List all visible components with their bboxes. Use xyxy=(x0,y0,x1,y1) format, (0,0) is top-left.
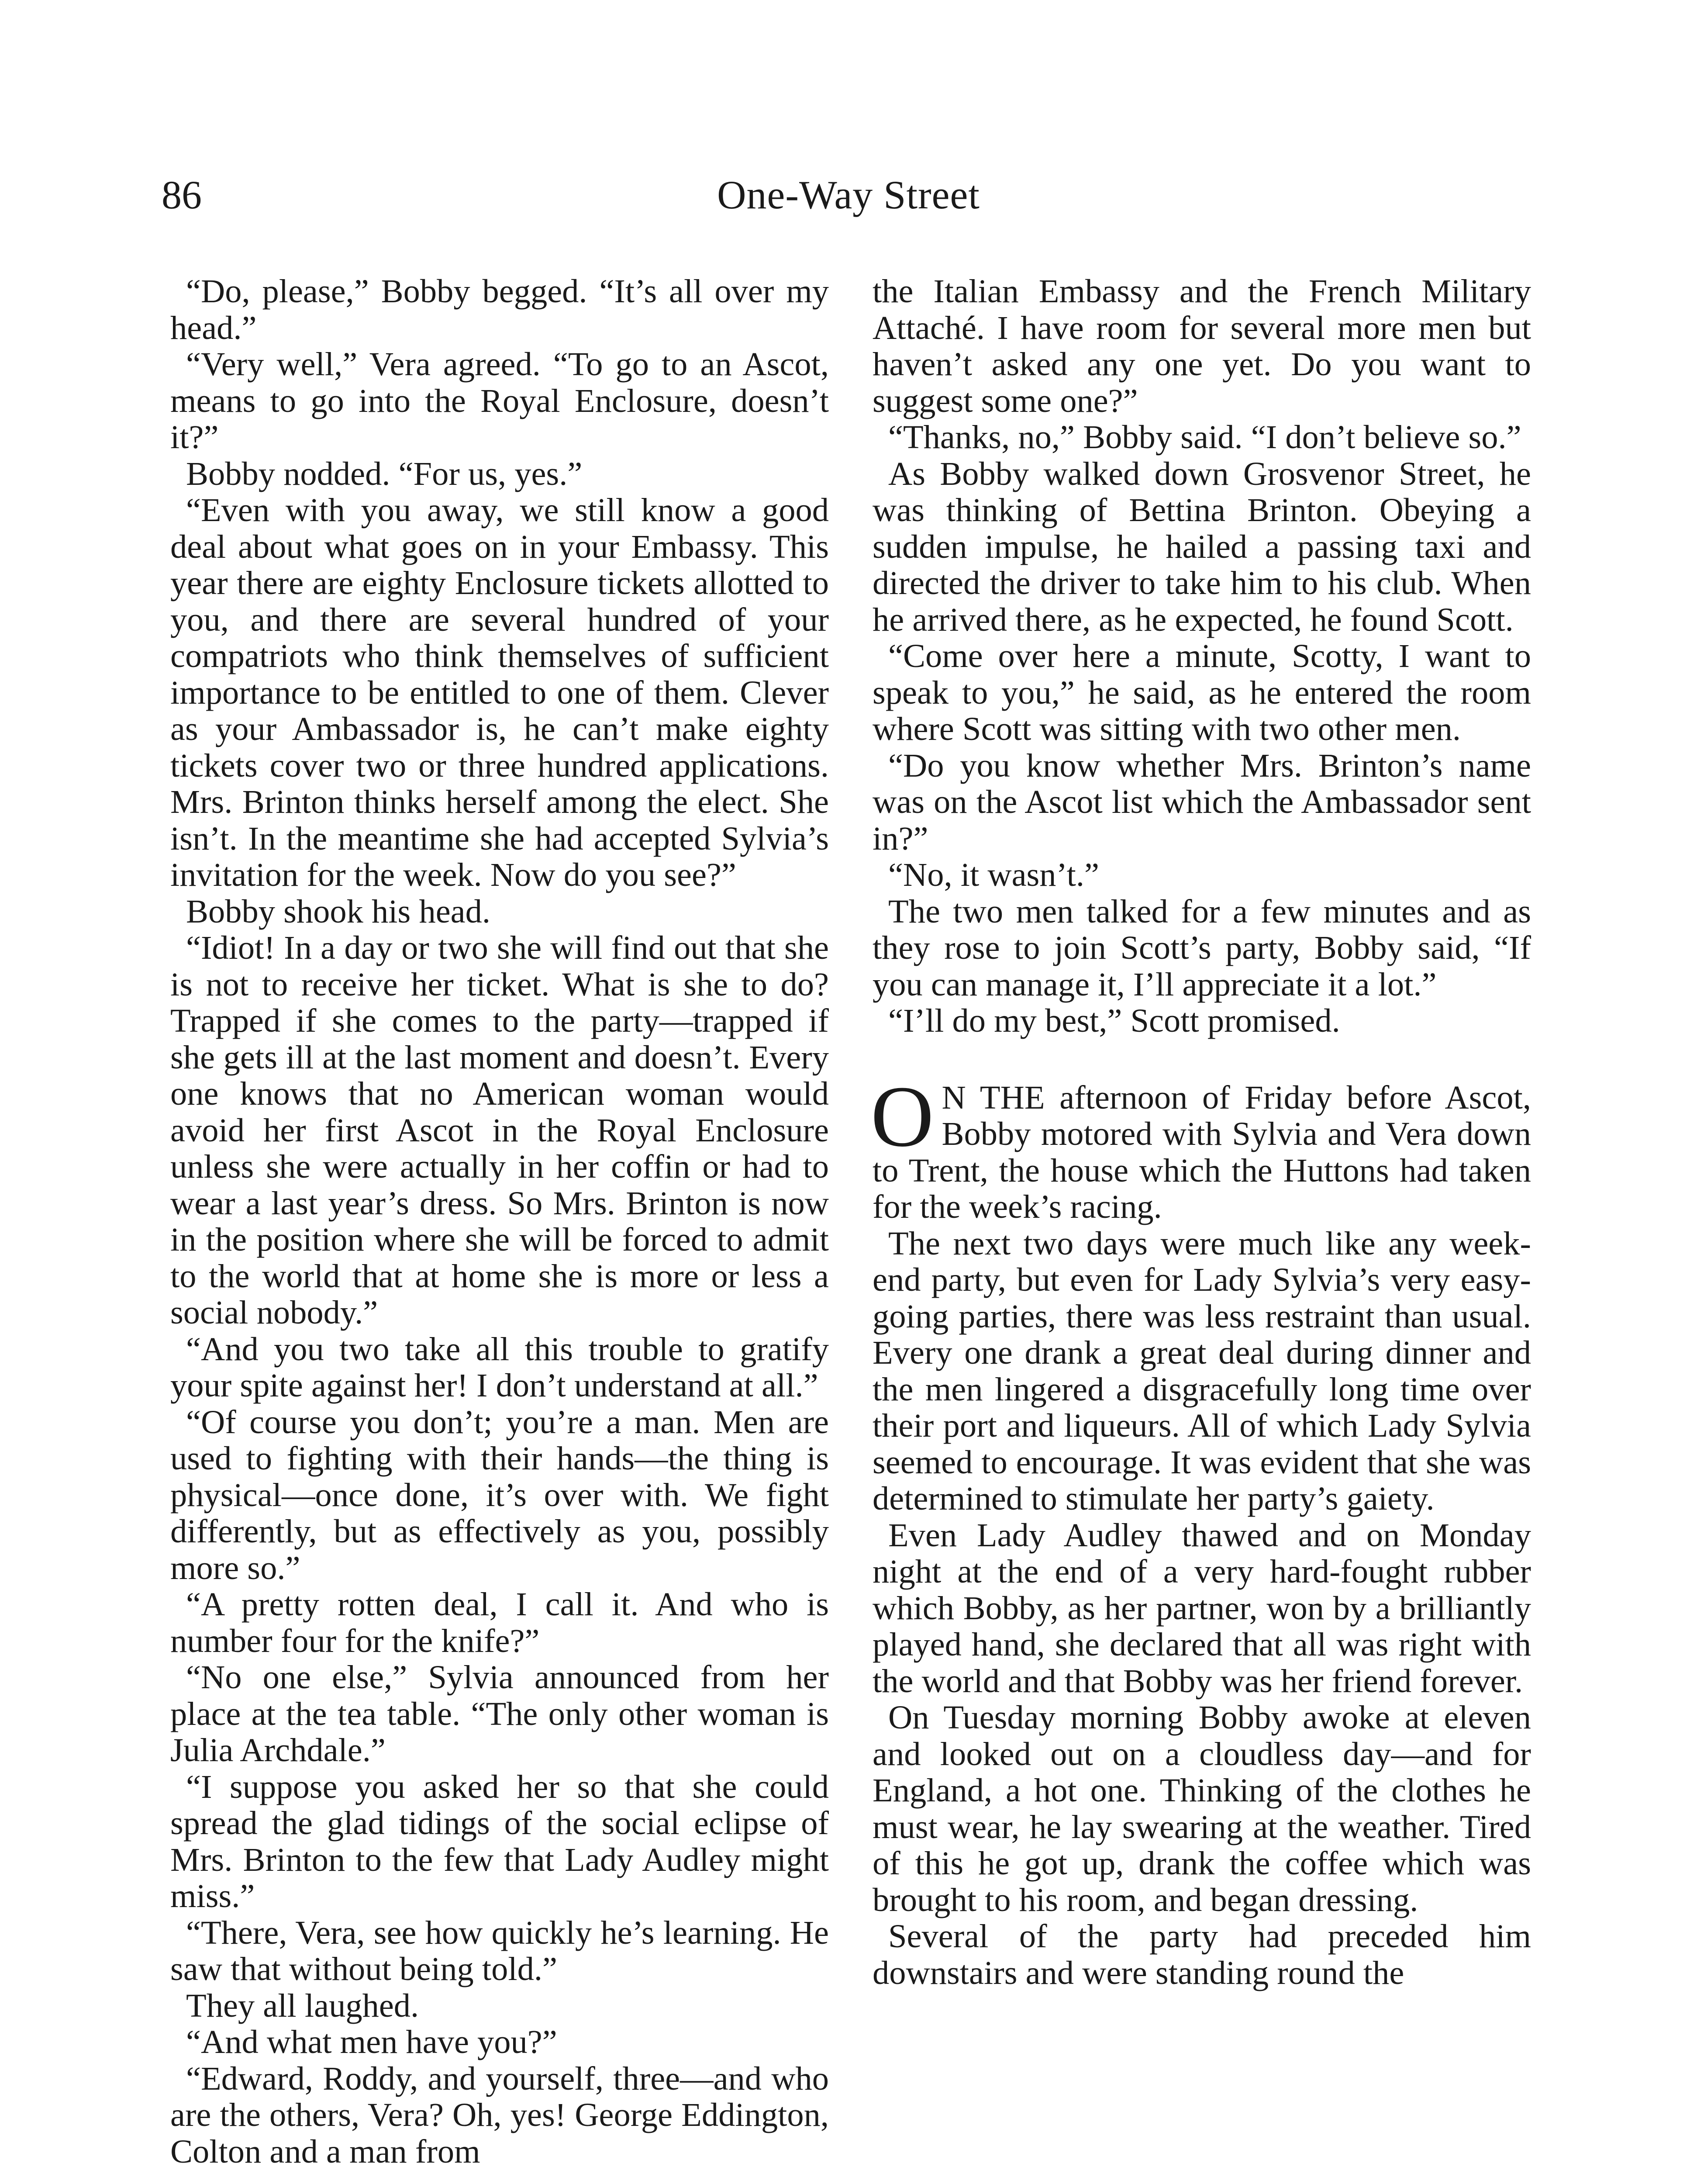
paragraph: “Even with you away, we still know a good deal about what goes on in your Embassy. This year there are eighty Enclosure tickets allotted to you, and there are several hundred of your compatriots who think themselves of sufficient importance to be entitled to one of them. Clever as your Ambassador is, he can’t make eighty tickets cover two or three hundred applications. Mrs. Brinton thinks herself among the elect. She isn’t. In the meantime she had accepted Sylvia’s invitation for the week. Now do you see?” xyxy=(170,491,829,893)
paragraph: “Come over here a minute, Scotty, I want to speak to you,” he said, as he entered the room where Scott was sitting with two other men. xyxy=(873,637,1531,747)
paragraph: “I suppose you asked her so that she could spread the glad tidings of the social eclipse of Mrs. Brinton to the few that Lady Audley might miss.” xyxy=(170,1768,829,1914)
paragraph: “There, Vera, see how quickly he’s learning. He saw that without being told.” xyxy=(170,1914,829,1987)
drop-cap: O xyxy=(871,1068,934,1165)
paragraph: As Bobby walked down Grosvenor Street, he was thinking of Bettina Brinton. Obeying a sudden impulse, he hailed a passing taxi and directed the driver to take him to his club. When he arrived there, as he expected, he found Scott. xyxy=(873,455,1531,638)
running-head: One-Way Street xyxy=(717,173,980,217)
paragraph: Bobby shook his head. xyxy=(186,892,490,930)
paragraph: “No one else,” Sylvia announced from her place at the tea table. “The only other woman is Julia Archdale.” xyxy=(170,1659,829,1769)
paragraph: “Thanks, no,” Bobby said. “I don’t believe so.” xyxy=(888,418,1521,456)
paragraph: They all laughed. xyxy=(186,1987,419,2024)
section-opening xyxy=(871,1068,1531,1225)
paragraph: “No, it wasn’t.” xyxy=(888,856,1099,893)
paragraph: “Edward, Roddy, and yourself, three—and who are the others, Vera? Oh, yes! George Eddington, Colton and a man from xyxy=(170,2060,829,2170)
paragraph: The next two days were much like any week-end party, but even for Lady Sylvia’s very easy-going parties, there was less restraint than usual. Every one drank a great deal during dinner and the men lingered a disgracefully long time over their port and liqueurs. All of which Lady Sylvia seemed to encourage. It was evident that she was determined to stimulate her party’s gaiety. xyxy=(873,1224,1531,1517)
left-column xyxy=(170,273,829,2170)
paragraph: “Of course you don’t; you’re a man. Men are used to fighting with their hands—the thing is physical—once done, it’s over with. We fight differently, but as effectively as you, possibly more so.” xyxy=(170,1403,829,1586)
paragraph: “Idiot! In a day or two she will find out that she is not to receive her ticket. What is she to do? Trapped if she comes to the party—trapped if she gets ill at the last moment and doesn’t. Every one knows that no American woman would avoid her first Ascot in the Royal Enclosure unless she were actually in her coffin or had to wear a last year’s dress. So Mrs. Brinton is now in the position where she will be forced to admit to the world that at home she is more or less a social nobody.” xyxy=(170,929,829,1331)
paragraph: “Do you know whether Mrs. Brinton’s name was on the Ascot list which the Ambassador sent in?” xyxy=(873,746,1531,857)
paragraph: “Do, please,” Bobby begged. “It’s all over my head.” xyxy=(170,273,829,346)
paragraph: On Tuesday morning Bobby awoke at eleven and looked out on a cloudless day—and for England, a hot one. Thinking of the clothes he must wear, he lay swearing at the weather. Tired of this he got up, drank the coffee which was brought to his room, and began dressing. xyxy=(873,1699,1531,1918)
section-opening-text: N THE afternoon of Friday before Ascot, Bobby motored with Sylvia and Vera down to Trent, the house which the Huttons had taken for the week’s racing. xyxy=(873,1078,1531,1225)
paragraph: The two men talked for a few minutes and as they rose to join Scott’s party, Bobby said, “If you can manage it, I’ll appreciate it a lot.” xyxy=(873,892,1531,1003)
paragraph: Several of the party had preceded him downstairs and were standing round the xyxy=(873,1918,1531,1991)
paragraph: “And you two take all this trouble to gratify your spite against her! I don’t understand at all.” xyxy=(170,1330,829,1404)
paragraph: “And what men have you?” xyxy=(186,2023,557,2060)
right-column xyxy=(873,273,1531,1991)
paragraph: the Italian Embassy and the French Military Attaché. I have room for several more men but haven’t asked any one yet. Do you want to suggest some one?” xyxy=(873,273,1531,419)
paragraph: “I’ll do my best,” Scott promised. xyxy=(888,1002,1340,1039)
paragraph: Bobby nodded. “For us, yes.” xyxy=(186,455,583,492)
paragraph: “A pretty rotten deal, I call it. And who is number four for the knife?” xyxy=(170,1586,829,1659)
paragraph: “Very well,” Vera agreed. “To go to an Ascot, means to go into the Royal Enclosure, doesn’t it?” xyxy=(170,346,829,456)
page-number: 86 xyxy=(162,173,202,217)
paragraph: Even Lady Audley thawed and on Monday night at the end of a very hard-fought rubber which Bobby, as her partner, won by a brilliantly played hand, she declared that all was right with the world and that Bobby was her friend forever. xyxy=(873,1516,1531,1700)
